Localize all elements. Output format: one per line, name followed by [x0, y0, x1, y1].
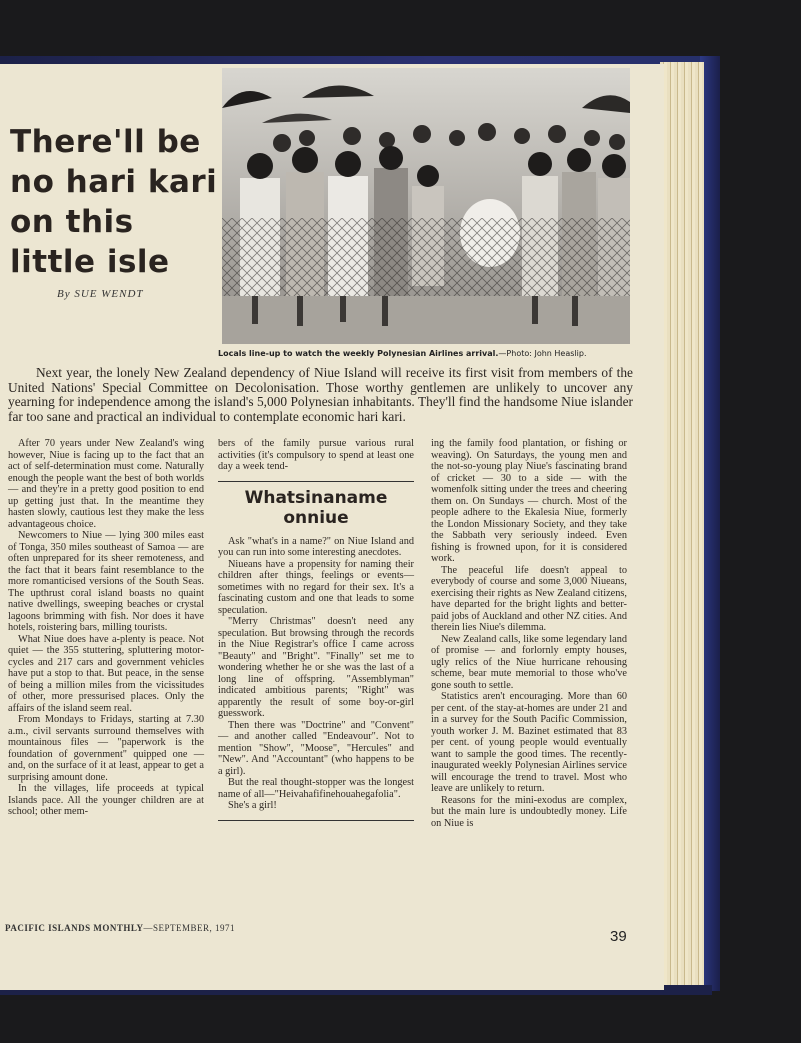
sidebar-paragraph: But the real thought-stopper was the longest name of all—"Heivahafifinehouahegafolia". [218, 777, 414, 800]
col3-paragraph: New Zealand calls, like some legendary land of promise — and forlornly empty houses, ugly relics of the Niue hurricane rehousing scheme, bear mute memorial to those who've gone south to settle. [431, 633, 627, 691]
magazine-page [0, 64, 664, 990]
page-edges [660, 62, 704, 990]
sidebar-paragraph: Ask "what's in a name?" on Niue Island and you can run into some interesting anecdotes. [218, 535, 414, 558]
col2-paragraph: bers of the family pursue various rural activities (it's compulsory to spend at least one day a week tend- [218, 438, 414, 472]
article-intro: Next year, the lonely New Zealand dependency of Niue Island will receive its first visit from members of the United Nations' Special Committee on Decolonisation. Those worthy gentlemen are unlikely to uncover any yearning for independence among the island's 5,000 Polynesian inhabitants. They'll find the handsome Niue islander far too sane and practical an individual to contemplate economic hari kari. [8, 365, 633, 424]
col3-paragraph: ing the family food plantation, or fishing or weaving). On Saturdays, the young men and the not-so-young play Niue's fascinating brand of cricket — 30 to a side — with the womenfolk sitting under the trees and cheering them on. On Sundays — church. Most of the people adhere to the Ekalesia Niue, formerly the London Missionary Society, and they take the Sabbath very seriously indeed. Even fishing is frowned upon, for it is considered work. [431, 438, 627, 564]
photo-credit: —Photo: John Heaslip. [498, 349, 587, 358]
issue-date: —SEPTEMBER, 1971 [143, 923, 236, 933]
sidebar-rule-bottom [218, 820, 414, 821]
crowd-photo-image [222, 68, 630, 344]
sidebar-paragraph: Niueans have a propensity for naming their children after things, feelings or events—sometimes with no regard for their sex. It's a fascinating custom and one that leads to some speculation. [218, 558, 414, 616]
column-3 [431, 438, 627, 829]
magazine-name: PACIFIC ISLANDS MONTHLY [5, 923, 144, 933]
col1-paragraph: From Mondays to Fridays, starting at 7.30 a.m., civil servants surround themselves with mountainous files — "paperwork is the foundation of government" quipped one — and, on the surface of it at least, appear to get a surprising amount done. [8, 714, 204, 783]
col1-paragraph: After 70 years under New Zealand's wing however, Niue is facing up to the fact that an act of self-determination must come. Naturally enough the people want the best of both worlds — and they're in a pretty good position to end up getting just that. In the meantime they hasten slowly, cautious lest they make the less advantageous choice. [8, 438, 204, 530]
article-byline: By SUE WENDT [57, 288, 144, 300]
col3-paragraph: Reasons for the mini-exodus are complex, but the main lure is undoubtedly money. Life on Niue is [431, 794, 627, 829]
sidebar-paragraph: She's a girl! [228, 800, 277, 811]
article-headline: There'll be no hari kari on this little isle [10, 124, 218, 280]
column-1 [8, 438, 204, 818]
col3-paragraph: Statistics aren't encouraging. More than 60 per cent. of the stay-at-homes are under 21 and in a survey for the South Pacific Commission, youth worker J. M. Bazinet estimated that 83 per cent. of young people would eventually want to sample the good times. The recently-inaugurated weekly Polynesian Airlines service will encourage the trend to travel. Most who leave are unlikely to return. [431, 691, 627, 794]
photo-caption-text: Locals line-up to watch the weekly Polynesian Airlines arrival. [218, 349, 499, 358]
photo-caption [218, 349, 633, 358]
crowd-photo [222, 68, 630, 344]
sidebar-rule-top [218, 481, 414, 482]
sidebar-paragraph: "Merry Christmas" doesn't need any speculation. But browsing through the records in the Niue Registrar's office I came across "Beauty" and "Bright". "Finally" set me to wondering whether he or she was the last of a long line of offspring. "Assemblyman" indicated ambitious parents; "Right" was apparently the result of some boy-or-girl guesswork. [218, 616, 414, 719]
page-footer [5, 923, 235, 933]
column-2 [218, 438, 414, 827]
page-number: 39 [610, 928, 627, 945]
col1-paragraph: What Niue does have a-plenty is peace. Not quiet — the 355 stuttering, spluttering motor-cycles and 217 cars and government vehicles have put a stop to that. But peace, in the sense of being a million miles from the vicissitudes of other, more pressurised places. Only the affairs of the island seem real. [8, 633, 204, 714]
col1-paragraph: Newcomers to Niue — lying 300 miles east of Tonga, 350 miles southeast of Samoa — are often unprepared for its sheer remoteness, and the fact that it bears faint resemblance to the more romanticised versions of the South Seas. The upthrust coral island boasts no quaint native dwellings, sweeping beaches or crystal lagoons brimming with fish. Nor does it have hotels, roistering bars, milling tourists. [8, 530, 204, 633]
sidebar-paragraph: Then there was "Doctrine" and "Convent" — and another called "Endeavour". Not to mention "Show", "Moose", "Hercules" and "New". And "Accountant" (who happens to be a girl). [218, 719, 414, 777]
sidebar-title: Whatsinaname onniue [244, 487, 388, 528]
col1-paragraph: In the villages, life proceeds at typical Islands pace. All the younger children are at school; other mem- [8, 783, 204, 817]
col3-paragraph: The peaceful life doesn't appeal to everybody of course and some 3,000 Niueans, exercising their rights as New Zealand citizens, have departed for the bright lights and better-paid jobs of Auckland and other NZ cities. And therein lies Niue's dilemma. [431, 564, 627, 633]
